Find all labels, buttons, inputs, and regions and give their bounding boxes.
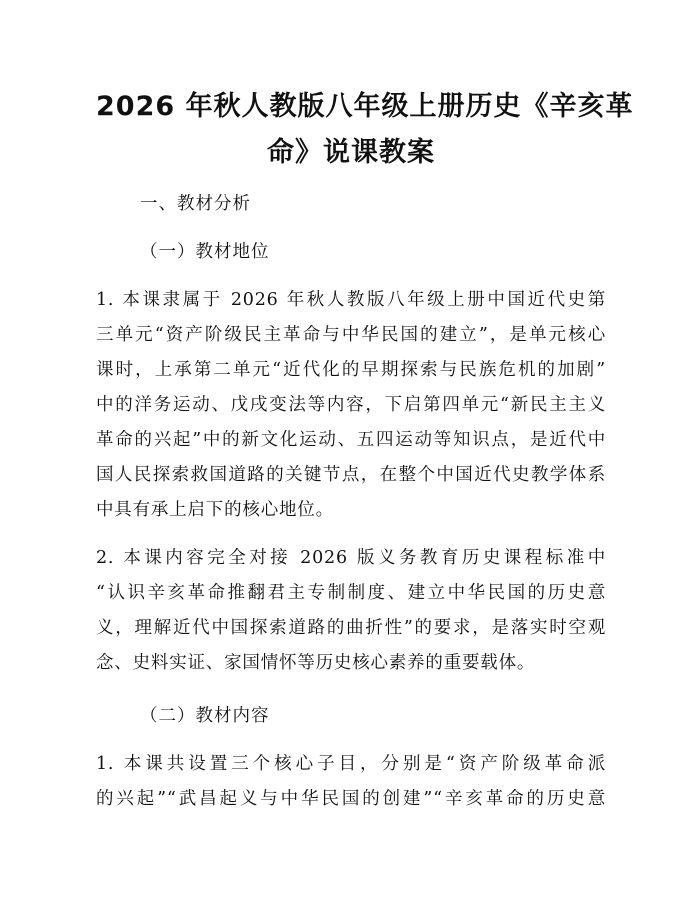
paragraph-line: 国人民探索救国道路的关键节点，在整个中国近代史教学体系 [96, 465, 606, 485]
paragraph-line: 的兴起”“武昌起义与中华民国的创建”“辛亥革命的历史意 [96, 789, 606, 809]
section-heading-textbook-analysis: 一、教材分析 [140, 194, 251, 214]
paragraph-line: 革命的兴起”中的新文化运动、五四运动等知识点，是近代中 [96, 430, 606, 450]
subsection-heading-textbook-content: （二）教材内容 [140, 706, 270, 726]
document-title-line-2: 命》说课教案 [267, 137, 435, 168]
paragraph-line: 三单元“资产阶级民主革命与中华民国的建立”，是单元核心 [96, 325, 606, 345]
subsection-heading-textbook-status: （一）教材地位 [140, 242, 270, 262]
paragraph-line: 1. 本课共设置三个核心子目，分别是“资产阶级革命派 [96, 754, 606, 774]
paragraph-textbook-status-2 [96, 541, 606, 681]
paragraph-textbook-status-1 [96, 283, 606, 528]
paragraph-line: 义，理解近代中国探索道路的曲折性”的要求，是落实时空观 [96, 618, 606, 638]
paragraph-line: “认识辛亥革命推翻君主专制制度、建立中华民国的历史意 [96, 583, 606, 603]
document-title-line-1: 2026 年秋人教版八年级上册历史《辛亥革 [96, 91, 634, 122]
paragraph-line: 中具有承上启下的核心地位。 [96, 500, 334, 520]
paragraph-line: 中的洋务运动、戊戌变法等内容，下启第四单元“新民主主义 [96, 395, 606, 415]
paragraph-line: 课时，上承第二单元“近代化的早期探索与民族危机的加剧” [96, 360, 606, 380]
paragraph-line: 1. 本课隶属于 2026 年秋人教版八年级上册中国近代史第 [96, 290, 606, 310]
paragraph-textbook-content-1 [96, 747, 606, 817]
paragraph-line: 2. 本课内容完全对接 2026 版义务教育历史课程标准中 [96, 548, 606, 568]
paragraph-line: 念、史料实证、家国情怀等历史核心素养的重要载体。 [96, 653, 536, 673]
